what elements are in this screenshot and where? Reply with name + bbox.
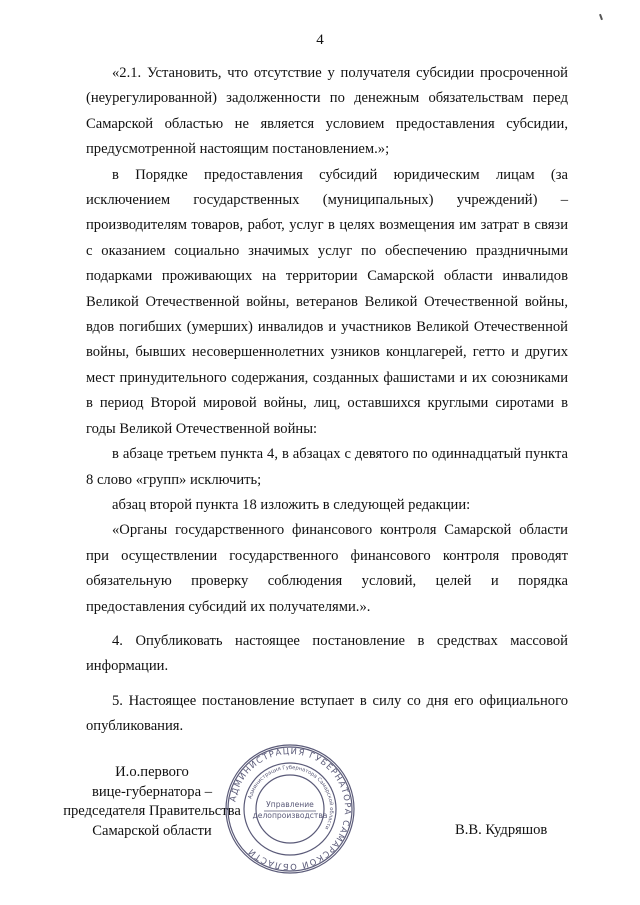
stamp-seal [224, 743, 356, 875]
signer-name: В.В. Кудряшов [455, 822, 548, 838]
signatory-block [62, 763, 242, 841]
paragraph-effective: 5. Настоящее постановление вступает в силу со дня его официального опубликования. [86, 692, 568, 735]
paragraph-new-wording: «Органы государственного финансового контроля Самарской области при осуществлении государственного финансового контроля проводят обязательную проверку соблюдения условий, целей и порядка предоставления субсидий их получателями.». [86, 522, 568, 615]
paragraph-amendment-1: в абзаце третьем пункта 4, в абзацах с девятого по одиннадцатый пункта 8 слово «групп» исключить; [86, 446, 568, 488]
stamp-center-line2: делопроизводства [252, 811, 328, 820]
paragraph-procedure-intro: в Порядке предоставления субсидий юридическим лицам (за исключением государственных (муниципальных) учреждений) – производителям товаров, работ, услуг в целях возмещения им затрат в связи с оказанием социально значимых услуг по обеспечению праздничными подарками проживающих на территории Самарской области инвалидов Великой Отечественной войны, ветеранов Великой Отечественной войны, вдов погибших (умерших) инвалидов и участников Великой Отечественной войны, бывших несовершеннолетних узников концлагерей, гетто и других мест принудительного содержания, созданных фашистами и их союзниками в период Второй мировой войны, лиц, оставшихся круглыми сиротами в годы Великой Отечественной войны: [86, 166, 568, 437]
paragraph-clause-2-1: «2.1. Установить, что отсутствие у получателя субсидии просроченной (неурегулированной) задолженности по денежным обязательствам перед Самарской областью не является условием предоставления субсидии, предусмотренной настоящим постановлением.»; [86, 65, 568, 158]
stamp-center-line1: Управление [266, 800, 314, 809]
document-body [86, 61, 568, 740]
signatory-line: Самарской области [92, 822, 212, 839]
scan-mark [599, 14, 603, 20]
paragraph-publish: 4. Опубликовать настоящее постановление в средствах массовой информации. [86, 632, 568, 675]
signatory-line: председателя Правительства [63, 803, 241, 819]
stamp-inner-text: Администрация Губернатора Самарской области [247, 764, 335, 831]
stamp-outer-text: АДМИНИСТРАЦИЯ ГУБЕРНАТОРА САМАРСКОЙ ОБЛАСТИ [227, 745, 354, 873]
page-number: 4 [316, 32, 324, 48]
official-stamp [224, 743, 356, 875]
paragraph-amendment-2: абзац второй пункта 18 изложить в следующей редакции: [112, 496, 471, 513]
signatory-line: И.о.первого [115, 764, 189, 780]
signatory-line: вице-губернатора – [91, 783, 213, 800]
